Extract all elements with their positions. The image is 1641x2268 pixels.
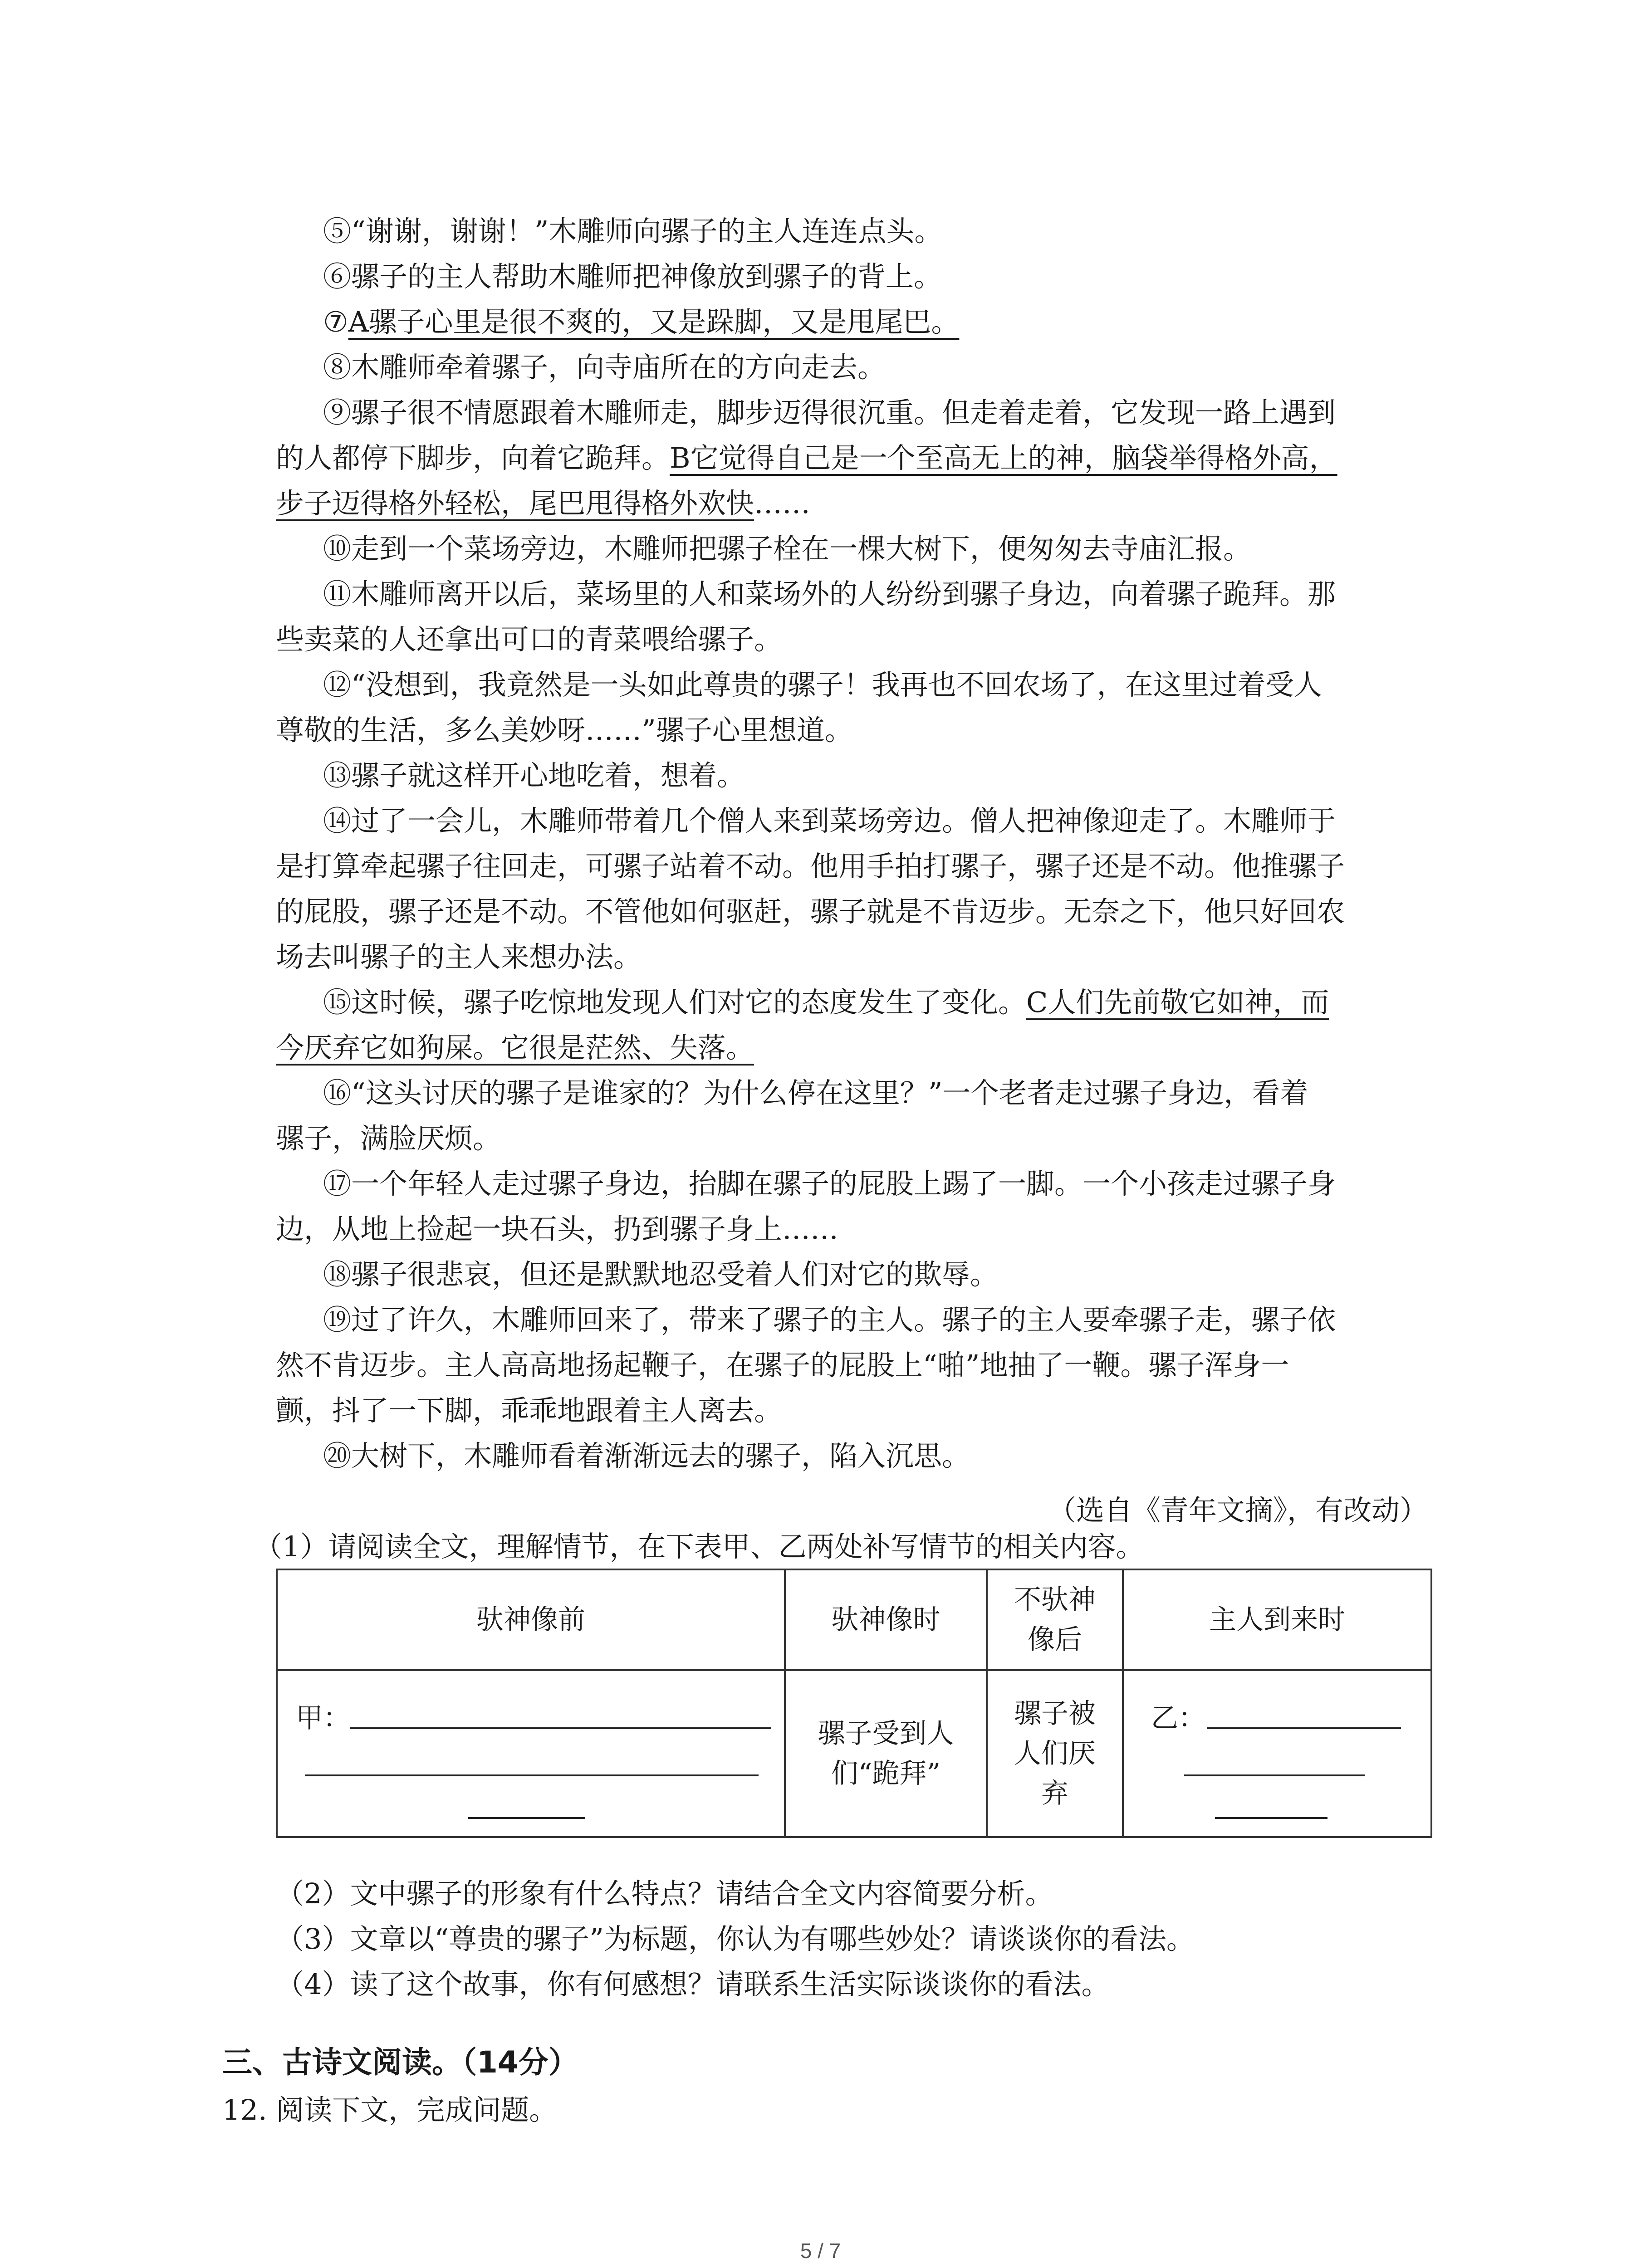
paragraph-16-line-2: 骡子，满脸厌烦。 bbox=[276, 1122, 501, 1155]
paragraph-19-line-3: 颤，抖了一下脚，乖乖地跟着主人离去。 bbox=[276, 1394, 783, 1427]
answer-blank-yi-2[interactable] bbox=[1184, 1774, 1365, 1776]
paragraph-15-line-2 bbox=[276, 1030, 754, 1066]
paragraph-18: ⑱骡子很悲哀，但还是默默地忍受着人们对它的欺辱。 bbox=[323, 1258, 999, 1291]
paragraph-11-line-2: 些卖菜的人还拿出可口的青菜喂给骡子。 bbox=[276, 623, 783, 656]
paragraph-11-line-1: ⑪木雕师离开以后，菜场里的人和菜场外的人纷纷到骡子身边，向着骡子跪拜。那 bbox=[323, 577, 1336, 611]
paragraph-14-line-2: 是打算牵起骡子往回走，可骡子站着不动。他用手拍打骡子，骡子还是不动。他推骡子 bbox=[276, 850, 1345, 883]
paragraph-19-line-2: 然不肯迈步。主人高高地扬起鞭子，在骡子的屁股上“啪”地抽了一鞭。骡子浑身一 bbox=[276, 1349, 1289, 1382]
question-3: （3）文章以“尊贵的骡子”为标题，你认为有哪些妙处？请谈谈你的看法。 bbox=[276, 1922, 1195, 1955]
paragraph-9-line-3 bbox=[276, 485, 810, 522]
paragraph-16-line-1: ⑯“这头讨厌的骡子是谁家的？为什么停在这里？”一个老者走过骡子身边，看着 bbox=[323, 1076, 1308, 1110]
answer-blank-jia-2[interactable] bbox=[305, 1774, 759, 1776]
paragraph-5: ⑤“谢谢，谢谢！”木雕师向骡子的主人连连点头。 bbox=[323, 215, 943, 248]
paragraph-15-line-1 bbox=[323, 984, 1329, 1021]
ellipsis: …… bbox=[754, 487, 811, 520]
answer-blank-jia-3[interactable] bbox=[468, 1817, 585, 1819]
label-jia: 甲： bbox=[296, 1702, 350, 1734]
header-during: 驮神像时 bbox=[785, 1569, 987, 1670]
paragraph-10: ⑩走到一个菜场旁边，木雕师把骡子栓在一棵大树下，便匆匆去寺庙汇报。 bbox=[323, 532, 1252, 565]
underlined-sentence-b: B它觉得自己是一个至高无上的神，脑袋举得格外高， bbox=[670, 441, 1337, 474]
paragraph-12-line-1: ⑫“没想到，我竟然是一头如此尊贵的骡子！我再也不回农场了，在这里过着受人 bbox=[323, 668, 1322, 701]
question-2: （2）文中骡子的形象有什么特点？请结合全文内容简要分析。 bbox=[276, 1877, 1053, 1910]
cell-jia bbox=[277, 1670, 785, 1837]
plot-table bbox=[276, 1569, 1432, 1838]
question-12: 12. 阅读下文，完成问题。 bbox=[222, 2093, 558, 2126]
paragraph-7-number: ⑦ bbox=[323, 305, 348, 338]
paragraph-7 bbox=[323, 304, 959, 340]
answer-blank-jia-1[interactable] bbox=[350, 1727, 771, 1729]
table-row bbox=[277, 1670, 1431, 1837]
paragraph-12-line-2: 尊敬的生活，多么美妙呀……”骡子心里想道。 bbox=[276, 714, 853, 747]
cell-after: 骡子被人们厌弃 bbox=[987, 1670, 1123, 1837]
paragraph-9-line-1: ⑨骡子很不情愿跟着木雕师走，脚步迈得很沉重。但走着走着，它发现一路上遇到 bbox=[323, 396, 1336, 429]
header-before: 驮神像前 bbox=[277, 1569, 785, 1670]
underlined-sentence-c: C人们先前敬它如神，而 bbox=[1026, 986, 1329, 1019]
section-title: 三、古诗文阅读。（14分） bbox=[222, 2045, 578, 2080]
paragraph-20: ⑳大树下，木雕师看着渐渐远去的骡子，陷入沉思。 bbox=[323, 1439, 970, 1472]
paragraph-17-line-1: ⑰一个年轻人走过骡子身边，抬脚在骡子的屁股上踢了一脚。一个小孩走过骡子身 bbox=[323, 1167, 1336, 1200]
underlined-sentence-c-continued: 今厌弃它如狗屎。它很是茫然、失落。 bbox=[276, 1031, 754, 1064]
paragraph-9-text: 的人都停下脚步，向着它跪拜。 bbox=[276, 441, 670, 474]
paragraph-6: ⑥骡子的主人帮助木雕师把神像放到骡子的背上。 bbox=[323, 260, 942, 293]
header-owner-arrives: 主人到来时 bbox=[1123, 1569, 1431, 1670]
header-after: 不驮神像后 bbox=[987, 1569, 1123, 1670]
paragraph-15-text: ⑮这时候，骡子吃惊地发现人们对它的态度发生了变化。 bbox=[323, 986, 1027, 1019]
answer-blank-yi-3[interactable] bbox=[1215, 1817, 1327, 1819]
paragraph-9-line-2 bbox=[276, 440, 1337, 476]
question-4: （4）读了这个故事，你有何感想？请联系生活实际谈谈你的看法。 bbox=[276, 1968, 1110, 2001]
page-number: 5 / 7 bbox=[800, 2239, 841, 2263]
table-header-row bbox=[277, 1569, 1431, 1670]
paragraph-8: ⑧木雕师牵着骡子，向寺庙所在的方向走去。 bbox=[323, 351, 886, 384]
cell-during: 骡子受到人们“跪拜” bbox=[785, 1670, 987, 1837]
question-1: （1）请阅读全文，理解情节，在下表甲、乙两处补写情节的相关内容。 bbox=[254, 1530, 1144, 1563]
paragraph-14-line-3: 的屁股，骡子还是不动。不管他如何驱赶，骡子就是不肯迈步。无奈之下，他只好回农 bbox=[276, 895, 1345, 928]
cell-yi bbox=[1123, 1670, 1431, 1837]
label-yi: 乙： bbox=[1151, 1702, 1205, 1734]
underlined-sentence-a: A骡子心里是很不爽的，又是跺脚，又是甩尾巴。 bbox=[348, 305, 960, 338]
paragraph-14-line-4: 场去叫骡子的主人来想办法。 bbox=[276, 940, 642, 973]
paragraph-19-line-1: ⑲过了许久，木雕师回来了，带来了骡子的主人。骡子的主人要牵骡子走，骡子依 bbox=[323, 1303, 1336, 1336]
paragraph-14-line-1: ⑭过了一会儿，木雕师带着几个僧人来到菜场旁边。僧人把神像迎走了。木雕师于 bbox=[323, 804, 1336, 837]
underlined-sentence-b-continued: 步子迈得格外轻松，尾巴甩得格外欢快 bbox=[276, 487, 754, 520]
answer-blank-yi-1[interactable] bbox=[1207, 1727, 1401, 1729]
paragraph-13: ⑬骡子就这样开心地吃着，想着。 bbox=[323, 759, 745, 792]
source-citation: （选自《青年文摘》，有改动） bbox=[1048, 1494, 1428, 1527]
paragraph-17-line-2: 边，从地上捡起一块石头，扔到骡子身上…… bbox=[276, 1212, 839, 1246]
